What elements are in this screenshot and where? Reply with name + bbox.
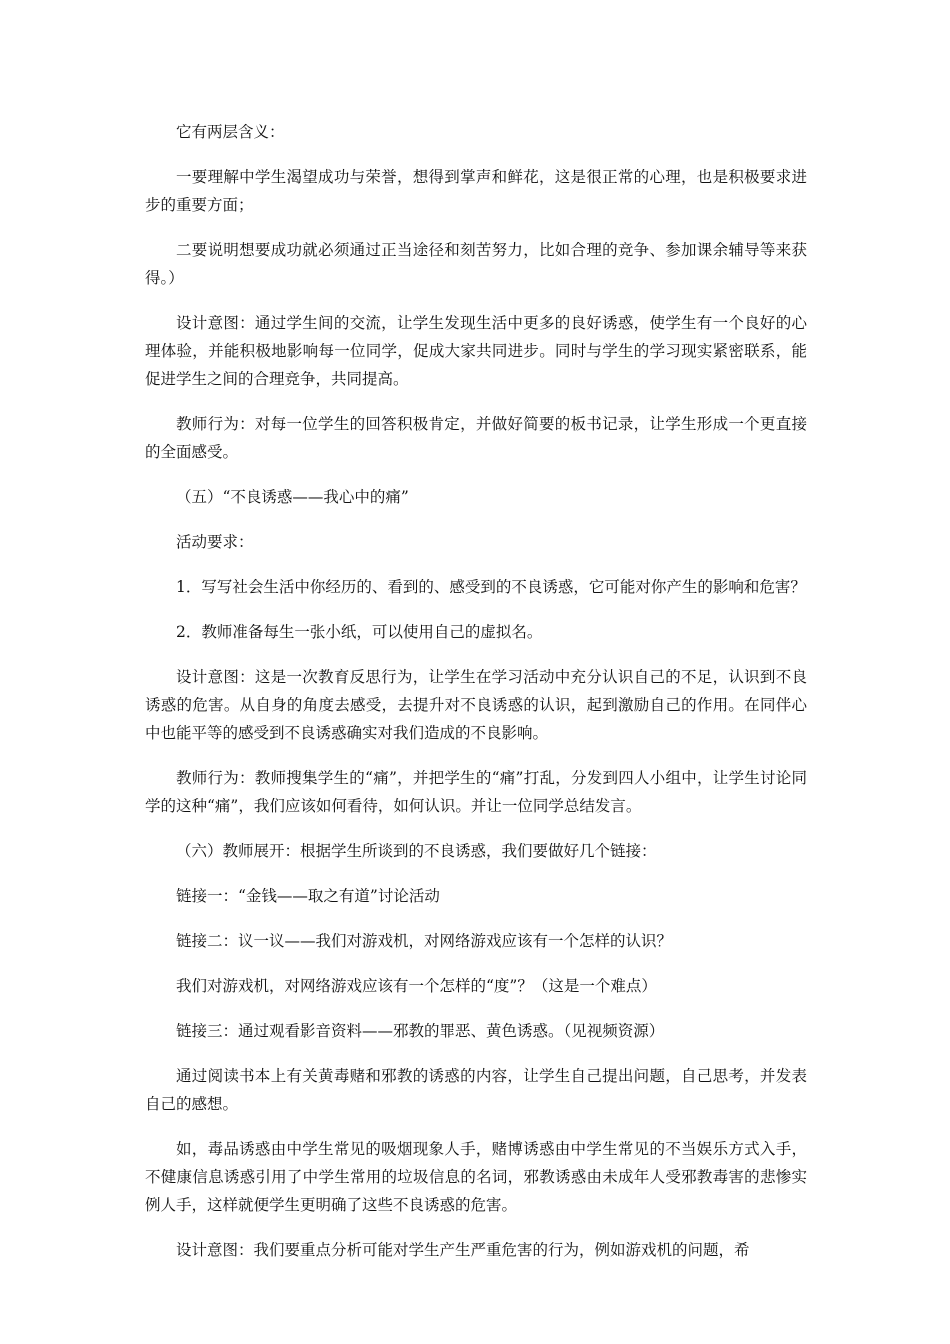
paragraph: 教师行为：对每一位学生的回答积极肯定，并做好简要的板书记录，让学生形成一个更直接的全面感受。 — [145, 415, 807, 461]
paragraph: 我们对游戏机，对网络游戏应该有一个怎样的“度”？（这是一个难点） — [176, 977, 657, 995]
paragraph: 如，毒品诱惑由中学生常见的吸烟现象人手，赌博诱惑由中学生常见的不当娱乐方式入手，不健康信息诱惑引用了中学生常用的垃圾信息的名词，邪教诱惑由未成年人受邪教毒害的悲惨实例人手，这样就便学生更明确了这些不良诱惑的危害。 — [145, 1140, 807, 1214]
paragraph: 链接二：议一议——我们对游戏机，对网络游戏应该有一个怎样的认识？ — [176, 932, 673, 950]
paragraph: 一要理解中学生渴望成功与荣誉，想得到掌声和鲜花，这是很正常的心理，也是积极要求进步的重要方面； — [145, 168, 807, 214]
section-heading: （五）“不良诱惑——我心中的痛” — [176, 488, 409, 506]
paragraph: 通过阅读书本上有关黄毒赌和邪教的诱惑的内容，让学生自己提出问题，自己思考，并发表自己的感想。 — [145, 1067, 807, 1113]
paragraph: 设计意图：通过学生间的交流，让学生发现生活中更多的良好诱惑，使学生有一个良好的心理体验，并能积极地影响每一位同学，促成大家共同进步。同时与学生的学习现实紧密联系，能促进学生之间的合理竞争，共同提高。 — [145, 314, 807, 388]
paragraph: 二要说明想要成功就必须通过正当途径和刻苦努力，比如合理的竞争、参加课余辅导等来获得。） — [145, 241, 807, 287]
paragraph: 链接一：“金钱——取之有道”讨论活动 — [176, 887, 440, 905]
section-heading: （六）教师展开：根据学生所谈到的不良诱惑，我们要做好几个链接： — [176, 842, 657, 860]
list-item: 2．教师准备每生一张小纸，可以使用自己的虚拟名。 — [176, 623, 543, 641]
paragraph: 设计意图：这是一次教育反思行为，让学生在学习活动中充分认识自己的不足，认识到不良诱惑的危害。从自身的角度去感受，去提升对不良诱惑的认识，起到激励自己的作用。在同伴心中也能平等的感受到不良诱惑确实对我们造成的不良影响。 — [145, 668, 807, 742]
paragraph: 设计意图：我们要重点分析可能对学生产生严重危害的行为，例如游戏机的问题，希 — [176, 1241, 750, 1259]
document-body — [145, 118, 807, 1281]
paragraph: 教师行为：教师搜集学生的“痛”，并把学生的“痛”打乱，分发到四人小组中，让学生讨论同学的这种“痛”，我们应该如何看待，如何认识。并让一位同学总结发言。 — [145, 769, 807, 815]
list-item: 1．写写社会生活中你经历的、看到的、感受到的不良诱惑，它可能对你产生的影响和危害？ — [176, 578, 806, 596]
paragraph: 它有两层含义： — [176, 123, 285, 141]
paragraph: 活动要求： — [176, 533, 254, 551]
paragraph: 链接三：通过观看影音资料——邪教的罪恶、黄色诱惑。（见视频资源） — [176, 1022, 665, 1040]
